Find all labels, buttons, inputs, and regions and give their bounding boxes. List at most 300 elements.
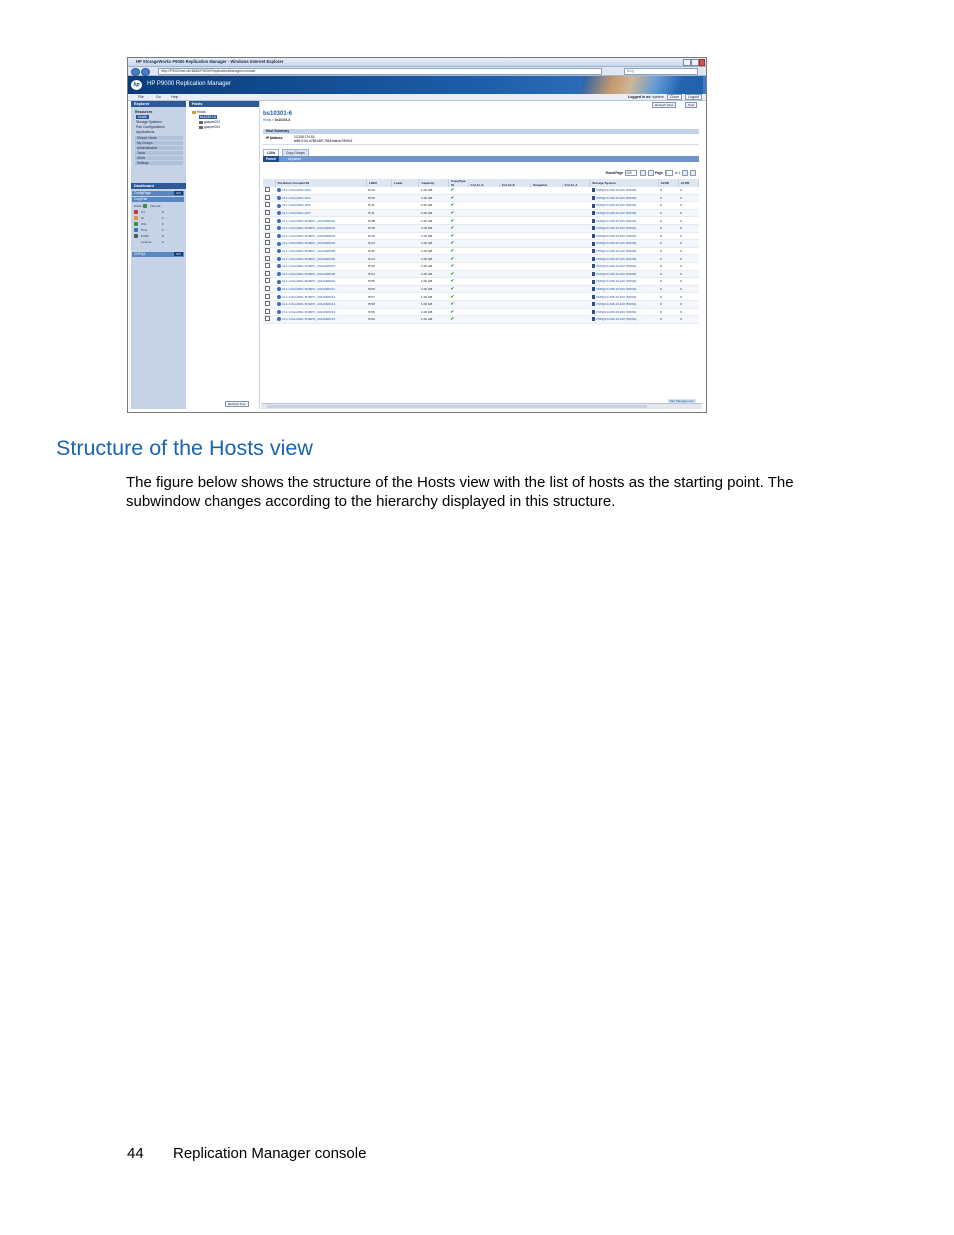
row-select-cell bbox=[263, 285, 275, 293]
lun-link[interactable]: CL1-C/bs10301-5NMPC_20110606/02 bbox=[282, 226, 336, 231]
col-capacity[interactable]: Capacity bbox=[419, 179, 449, 187]
storage-system-link[interactable]: VSP@10.208.15.220 (53030) bbox=[595, 226, 637, 231]
lun-cell bbox=[275, 217, 366, 225]
clpr-cell: 0 bbox=[678, 285, 698, 293]
si-cell bbox=[448, 255, 468, 263]
slpr-cell: 0 bbox=[658, 278, 678, 286]
explorer-group-administration[interactable]: Administration bbox=[135, 146, 183, 150]
col-storage-system[interactable]: Storage System bbox=[590, 179, 658, 187]
host-icon bbox=[199, 126, 203, 129]
cnt-ac-a-cell bbox=[468, 278, 499, 286]
subtab-paired[interactable]: Paired bbox=[263, 156, 279, 162]
storage-system-link[interactable]: VSP@10.208.15.220 (53030) bbox=[595, 302, 637, 307]
lun-cell bbox=[275, 240, 366, 248]
storage-icon bbox=[592, 302, 595, 306]
tree-node-label: gasper004 bbox=[204, 125, 221, 129]
ldev-cell: B:00 bbox=[366, 194, 391, 202]
lun-table-body bbox=[263, 187, 699, 323]
dashboard-row-value: 0 bbox=[161, 210, 164, 214]
maximize-icon[interactable] bbox=[691, 59, 699, 66]
ip-address-value: 10.208.174.53 bbox=[294, 135, 315, 139]
host-title: bs10301-6 bbox=[263, 111, 293, 117]
breadcrumb-separator: > bbox=[271, 118, 275, 122]
si-cell bbox=[448, 285, 468, 293]
lun-icon bbox=[277, 295, 281, 299]
back-icon[interactable] bbox=[131, 68, 140, 76]
storage-icon bbox=[592, 249, 595, 253]
row-checkbox[interactable] bbox=[265, 240, 270, 245]
ldev-cell: B:55 bbox=[366, 278, 391, 286]
cnt-ac-j-cell bbox=[562, 316, 590, 324]
check-icon: ✔ bbox=[450, 194, 455, 200]
browser-title: HP StorageWorks P9000 Replication Manager - Windows Internet Explorer bbox=[136, 59, 284, 64]
browser-address-bar bbox=[128, 67, 706, 76]
slpr-cell: 0 bbox=[658, 187, 678, 194]
explorer-group-tasks[interactable]: Tasks bbox=[135, 151, 183, 155]
check-icon: ✔ bbox=[450, 308, 455, 314]
storage-system-link[interactable]: VSP@10.208.15.220 (53030) bbox=[595, 279, 637, 284]
storage-system-link[interactable]: VSP@10.208.15.220 (53030) bbox=[595, 248, 637, 253]
ldev-cell: B:00 bbox=[366, 187, 391, 194]
go-button[interactable]: GO bbox=[174, 252, 183, 256]
lun-link[interactable]: CL1-C/bs10301-6/01 bbox=[282, 195, 311, 200]
storage-icon bbox=[592, 280, 595, 284]
slpr-cell: 0 bbox=[658, 262, 678, 270]
table-row[interactable] bbox=[263, 316, 699, 324]
explorer-group-shared-views[interactable]: Shared Views bbox=[135, 136, 183, 140]
close-button[interactable]: Close bbox=[667, 94, 682, 100]
lun-link[interactable]: CL1-C/bs10301-5NMPC_20110606/01 bbox=[282, 218, 336, 223]
row-select-cell bbox=[263, 194, 275, 202]
dashboard-row-value: 0 bbox=[161, 234, 164, 238]
logout-button[interactable]: Logout bbox=[685, 94, 702, 100]
col-ldev[interactable]: LDEV bbox=[366, 179, 391, 187]
lun-cell bbox=[275, 209, 366, 217]
breadcrumb-current: bs10301-6 bbox=[274, 118, 291, 122]
cnt-ac-j-cell bbox=[562, 202, 590, 210]
row-select-cell bbox=[263, 293, 275, 301]
close-icon[interactable] bbox=[699, 59, 705, 66]
lun-link[interactable]: CL1-C/bs10301-5NMPC_20110606/11 bbox=[282, 286, 335, 291]
row-checkbox[interactable] bbox=[265, 218, 270, 223]
check-icon: ✔ bbox=[450, 187, 455, 193]
status-icon bbox=[134, 228, 138, 232]
col-clpr[interactable]: CLPR bbox=[678, 179, 698, 187]
dashboard-row bbox=[134, 228, 163, 232]
dashboard-row bbox=[134, 210, 163, 214]
storage-system-link[interactable]: VSP@10.208.15.220 (53030) bbox=[595, 195, 637, 200]
tree-node-host[interactable] bbox=[199, 125, 220, 129]
snapshot-cell bbox=[531, 194, 562, 202]
menu-file[interactable]: File bbox=[138, 95, 144, 99]
label-cell bbox=[392, 300, 419, 308]
col-cnt-ac-a[interactable]: Cnt Ac-A bbox=[468, 183, 499, 187]
mode-value: Normal bbox=[150, 204, 161, 208]
table-row[interactable] bbox=[263, 194, 699, 202]
storage-system-link[interactable]: VSP@10.208.15.220 (53030) bbox=[595, 264, 637, 269]
explorer-item-applications[interactable]: Applications bbox=[136, 130, 155, 134]
slpr-cell: 0 bbox=[658, 316, 678, 324]
row-checkbox[interactable] bbox=[265, 316, 270, 321]
storage-icon bbox=[592, 287, 595, 291]
storage-system-link[interactable]: VSP@10.208.15.220 (53030) bbox=[595, 286, 637, 291]
body-paragraph: The figure below shows the structure of the Hosts view with the list of hosts as the starting point. The subwindow changes according to the hierarchy displayed in this structure. bbox=[126, 474, 794, 510]
ip-address-value-v6: fe80:0:0:0:d786:b8f7:7564:fafa:ac78%%1 bbox=[294, 139, 353, 143]
lun-table bbox=[263, 179, 699, 324]
storage-icon bbox=[592, 234, 595, 238]
storage-icon bbox=[592, 295, 595, 299]
dashboard-bar-copypair bbox=[132, 197, 184, 202]
explorer-group-my-groups[interactable]: My Groups bbox=[135, 141, 183, 145]
slpr-cell: 0 bbox=[658, 300, 678, 308]
explorer-group-alerts[interactable]: Alerts bbox=[135, 156, 183, 160]
storage-system-link[interactable]: VSP@10.208.15.220 (53030) bbox=[595, 218, 637, 223]
cnt-ac-j-cell bbox=[562, 293, 590, 301]
last-page-icon[interactable] bbox=[690, 170, 696, 176]
table-row[interactable] bbox=[263, 224, 699, 232]
lun-cell bbox=[275, 232, 366, 240]
label-cell bbox=[392, 293, 419, 301]
resources-label[interactable]: Resources bbox=[135, 110, 153, 114]
table-row[interactable] bbox=[263, 232, 699, 240]
cnt-ac-j-cell bbox=[562, 224, 590, 232]
banner-swirl-graphic bbox=[583, 76, 703, 94]
table-row[interactable] bbox=[263, 240, 699, 248]
subtab-unpaired[interactable]: Unpaired bbox=[288, 157, 301, 161]
clpr-cell: 0 bbox=[678, 278, 698, 286]
storage-system-cell bbox=[590, 202, 658, 210]
row-checkbox[interactable] bbox=[265, 195, 270, 200]
refresh-view-button[interactable]: Refresh View bbox=[652, 102, 676, 108]
storage-system-cell bbox=[590, 240, 658, 248]
snapshot-cell bbox=[531, 187, 562, 194]
si-cell bbox=[448, 232, 468, 240]
table-row[interactable] bbox=[263, 285, 699, 293]
cnt-ac-a-cell bbox=[468, 262, 499, 270]
cnt-ac-a-cell bbox=[468, 270, 499, 278]
lun-link[interactable]: CL1-C/bs10301-6/00 bbox=[282, 188, 311, 193]
lun-link[interactable]: CL1-C/bs10301-5NMPC_20110606/03 bbox=[282, 233, 336, 238]
si-cell bbox=[448, 278, 468, 286]
label-cell bbox=[392, 240, 419, 248]
forward-icon[interactable] bbox=[141, 68, 150, 76]
storage-icon bbox=[592, 188, 595, 192]
normal-icon bbox=[143, 204, 147, 208]
ldev-cell: B:30 bbox=[366, 232, 391, 240]
lun-link[interactable]: CL1-C/bs10301-5NMPC_20110606/10 bbox=[282, 279, 336, 284]
storage-system-cell bbox=[590, 217, 658, 225]
lun-icon bbox=[277, 196, 281, 200]
row-checkbox[interactable] bbox=[265, 294, 270, 299]
help-button[interactable]: Help bbox=[685, 102, 697, 108]
clpr-cell: 0 bbox=[678, 202, 698, 210]
app-name: HP P9000 Replication Manager bbox=[147, 81, 231, 87]
slpr-cell: 0 bbox=[658, 194, 678, 202]
col-cnt-ac-j[interactable]: Cnt Ac-J bbox=[562, 183, 590, 187]
capacity-cell: 1.00 GB bbox=[419, 285, 449, 293]
clpr-cell: 0 bbox=[678, 262, 698, 270]
prev-page-icon[interactable] bbox=[648, 170, 654, 176]
row-select-cell bbox=[263, 187, 275, 194]
si-cell bbox=[448, 316, 468, 324]
cnt-ac-j-cell bbox=[562, 270, 590, 278]
cnt-ac-j-cell bbox=[562, 247, 590, 255]
pair-management-link[interactable]: Pair Management bbox=[669, 399, 694, 403]
dashboard-row-label: CT bbox=[140, 210, 145, 214]
table-row[interactable] bbox=[263, 247, 699, 255]
row-select-cell bbox=[263, 247, 275, 255]
storage-system-cell bbox=[590, 293, 658, 301]
slpr-cell: 0 bbox=[658, 240, 678, 248]
row-checkbox[interactable] bbox=[265, 233, 270, 238]
host-icon bbox=[199, 121, 203, 124]
explorer-item-storage-systems[interactable]: Storage Systems bbox=[136, 120, 162, 124]
tab-luns[interactable]: LUNs bbox=[263, 149, 279, 156]
mode-label: Mode: bbox=[134, 204, 143, 208]
cnt-ac-j-cell bbox=[562, 232, 590, 240]
section-heading: Structure of the Hosts view bbox=[56, 436, 313, 460]
cnt-ac-a-cell bbox=[468, 209, 499, 217]
lun-cell bbox=[275, 247, 366, 255]
capacity-cell: 1.00 GB bbox=[419, 308, 449, 316]
storage-system-cell bbox=[590, 300, 658, 308]
label-cell bbox=[392, 217, 419, 225]
lun-link[interactable]: CL1-C/bs10301-5NMPC_20110606/15 bbox=[282, 317, 336, 322]
horizontal-scrollbar[interactable] bbox=[261, 403, 702, 409]
explorer-item-hosts[interactable]: Hosts bbox=[138, 115, 147, 119]
storage-icon bbox=[592, 317, 595, 321]
clpr-cell: 0 bbox=[678, 255, 698, 263]
menu-help[interactable]: Help bbox=[171, 95, 179, 99]
tree-node-host[interactable] bbox=[199, 120, 220, 124]
capacity-cell: 1.00 GB bbox=[419, 209, 449, 217]
clpr-cell: 0 bbox=[678, 247, 698, 255]
dashboard-row-value: 0 bbox=[161, 240, 164, 244]
url-input[interactable]: http://P9000/bsf.db/3666/P9000/ReplicationManager/console bbox=[158, 68, 602, 75]
row-select-cell bbox=[263, 262, 275, 270]
storage-system-link[interactable]: VSP@10.208.15.220 (53030) bbox=[595, 233, 637, 238]
col-snapshot[interactable]: Snapshot bbox=[531, 183, 562, 187]
capacity-cell: 1.00 GB bbox=[419, 187, 449, 194]
col-lun[interactable]: Port/Host Group/LUN bbox=[275, 179, 366, 187]
breadcrumb-hosts-link[interactable]: Hosts bbox=[263, 118, 272, 122]
host-tree-pane bbox=[189, 101, 260, 409]
explorer-item-pair-configurations[interactable]: Pair Configurations bbox=[136, 125, 165, 129]
table-row[interactable] bbox=[263, 187, 699, 194]
storage-system-link[interactable]: VSP@10.208.15.220 (53030) bbox=[595, 188, 637, 193]
label-cell bbox=[392, 262, 419, 270]
dashboard-row-label: PoLB bbox=[140, 234, 149, 238]
table-row[interactable] bbox=[263, 202, 699, 210]
cnt-ac-a-cell bbox=[468, 255, 499, 263]
page-input[interactable]: 1 bbox=[665, 170, 673, 176]
lun-cell bbox=[275, 187, 366, 194]
row-checkbox[interactable] bbox=[265, 309, 270, 314]
tree-root-hosts[interactable] bbox=[192, 110, 206, 114]
folder-icon bbox=[192, 111, 196, 114]
tree-node-label: gasper002 bbox=[204, 120, 221, 124]
table-row[interactable] bbox=[263, 270, 699, 278]
explorer-group-settings[interactable]: Settings bbox=[135, 161, 183, 165]
dashboard-row bbox=[134, 216, 163, 220]
row-checkbox[interactable] bbox=[265, 263, 270, 268]
row-checkbox[interactable] bbox=[265, 225, 270, 230]
storage-system-link[interactable]: VSP@10.208.15.220 (53030) bbox=[595, 256, 637, 261]
subtab-bar bbox=[263, 156, 699, 162]
clpr-cell: 0 bbox=[678, 224, 698, 232]
host-summary-header: Host Summary bbox=[263, 129, 699, 134]
row-checkbox[interactable] bbox=[265, 202, 270, 207]
capacity-cell: 1.00 GB bbox=[419, 232, 449, 240]
snapshot-cell bbox=[531, 240, 562, 248]
check-icon: ✔ bbox=[450, 293, 455, 299]
lun-link[interactable]: CL1-C/bs10301-5NMPC_20110606/12 bbox=[282, 294, 336, 299]
lun-link[interactable]: CL1-C/bs10301-5NMPC_20110606/08 bbox=[282, 271, 336, 276]
row-select-cell bbox=[263, 217, 275, 225]
table-row[interactable] bbox=[263, 217, 699, 225]
lun-cell bbox=[275, 262, 366, 270]
capacity-cell: 1.00 GB bbox=[419, 217, 449, 225]
table-row[interactable] bbox=[263, 308, 699, 316]
go-button[interactable]: GO bbox=[174, 191, 183, 195]
label-cell bbox=[392, 202, 419, 210]
scrollbar-thumb[interactable] bbox=[267, 405, 647, 408]
dashboard-row-label: SI bbox=[140, 216, 144, 220]
rows-per-page-select[interactable]: 100 bbox=[625, 170, 637, 176]
cnt-ac-s-cell bbox=[499, 209, 530, 217]
status-icon bbox=[134, 210, 138, 214]
clpr-cell: 0 bbox=[678, 209, 698, 217]
table-row[interactable] bbox=[263, 209, 699, 217]
col-label[interactable]: Label bbox=[392, 179, 419, 187]
lun-link[interactable]: CL1-C/bs10301-5NMPC_20110606/04 bbox=[282, 241, 336, 246]
row-checkbox[interactable] bbox=[265, 256, 270, 261]
col-si[interactable]: SI bbox=[448, 183, 468, 187]
row-checkbox[interactable] bbox=[265, 210, 270, 215]
lun-cell bbox=[275, 285, 366, 293]
table-row[interactable] bbox=[263, 262, 699, 270]
menu-go[interactable]: Go bbox=[156, 95, 161, 99]
storage-system-link[interactable]: VSP@10.208.15.220 (53030) bbox=[595, 309, 637, 314]
storage-icon bbox=[592, 196, 595, 200]
si-cell bbox=[448, 187, 468, 194]
row-checkbox[interactable] bbox=[265, 286, 270, 291]
cnt-ac-s-cell bbox=[499, 316, 530, 324]
storage-system-link[interactable]: VSP@10.208.15.220 (53030) bbox=[595, 317, 637, 322]
next-page-icon[interactable] bbox=[682, 170, 688, 176]
cnt-ac-s-cell bbox=[499, 194, 530, 202]
dashboard-bar-cdpqa bbox=[132, 252, 184, 257]
lun-icon bbox=[277, 226, 281, 230]
snapshot-cell bbox=[531, 247, 562, 255]
lun-cell bbox=[275, 293, 366, 301]
row-checkbox[interactable] bbox=[265, 187, 270, 192]
storage-system-cell bbox=[590, 308, 658, 316]
storage-icon bbox=[592, 211, 595, 215]
storage-system-link[interactable]: VSP@10.208.15.220 (53030) bbox=[595, 294, 637, 299]
search-input[interactable]: Bing bbox=[624, 68, 698, 75]
storage-icon bbox=[592, 219, 595, 223]
page-label: Page bbox=[654, 170, 663, 175]
cnt-ac-j-cell bbox=[562, 300, 590, 308]
dashboard-row-value: 0 bbox=[161, 216, 164, 220]
slpr-cell: 0 bbox=[658, 293, 678, 301]
select-all-header bbox=[263, 179, 275, 187]
si-cell bbox=[448, 194, 468, 202]
col-slpr[interactable]: SLPR bbox=[658, 179, 678, 187]
minimize-icon[interactable] bbox=[683, 59, 691, 66]
storage-icon bbox=[592, 242, 595, 246]
row-checkbox[interactable] bbox=[265, 278, 270, 283]
table-row[interactable] bbox=[263, 255, 699, 263]
lun-cell bbox=[275, 308, 366, 316]
slpr-cell: 0 bbox=[658, 202, 678, 210]
storage-system-link[interactable]: VSP@10.208.15.220 (53030) bbox=[595, 241, 637, 246]
slpr-cell: 0 bbox=[658, 285, 678, 293]
snapshot-cell bbox=[531, 202, 562, 210]
lun-link[interactable]: CL1-C/bs10301-5NMPC_20110606/05 bbox=[282, 248, 336, 253]
lun-link[interactable]: CL1-C/bs10301-5NMPC_20110606/14 bbox=[282, 309, 336, 314]
snapshot-cell bbox=[531, 224, 562, 232]
dashboard-bar-configpage bbox=[132, 191, 184, 196]
storage-system-link[interactable]: VSP@10.208.15.220 (53030) bbox=[595, 210, 637, 215]
snapshot-cell bbox=[531, 270, 562, 278]
storage-icon bbox=[592, 310, 595, 314]
si-cell bbox=[448, 209, 468, 217]
label-cell bbox=[392, 247, 419, 255]
lun-link[interactable]: CL1-C/bs10301-6/07 bbox=[282, 210, 311, 215]
cnt-ac-j-cell bbox=[562, 187, 590, 194]
breadcrumb bbox=[263, 118, 290, 122]
lun-link[interactable]: CL1-C/bs10301-5NMPC_20110606/06 bbox=[282, 256, 336, 261]
table-row[interactable] bbox=[263, 278, 699, 286]
label-cell bbox=[392, 316, 419, 324]
col-cnt-ac-s[interactable]: Cnt Ac-S bbox=[499, 183, 530, 187]
embedded-screenshot bbox=[127, 57, 707, 413]
row-checkbox[interactable] bbox=[265, 248, 270, 253]
cnt-ac-a-cell bbox=[468, 247, 499, 255]
refresh-tree-button[interactable]: Refresh Tree bbox=[225, 401, 249, 407]
table-row[interactable] bbox=[263, 293, 699, 301]
lun-icon bbox=[277, 242, 281, 246]
row-select-cell bbox=[263, 316, 275, 324]
snapshot-cell bbox=[531, 209, 562, 217]
check-icon: ✔ bbox=[450, 286, 455, 292]
slpr-cell: 0 bbox=[658, 270, 678, 278]
ldev-cell: B:59 bbox=[366, 308, 391, 316]
tab-copy-groups[interactable]: Copy Groups bbox=[282, 149, 309, 156]
dashboard-row bbox=[134, 234, 163, 238]
page-footer bbox=[127, 1145, 366, 1162]
row-checkbox[interactable] bbox=[265, 301, 270, 306]
si-cell bbox=[448, 202, 468, 210]
tree-node-host[interactable]: bs10301-6 bbox=[200, 115, 217, 119]
lun-icon bbox=[277, 264, 281, 268]
first-page-icon[interactable] bbox=[640, 170, 646, 176]
storage-system-link[interactable]: VSP@10.208.15.220 (53030) bbox=[595, 271, 637, 276]
cnt-ac-a-cell bbox=[468, 293, 499, 301]
row-checkbox[interactable] bbox=[265, 271, 270, 276]
col-copytype: CopyType bbox=[448, 179, 589, 183]
table-row[interactable] bbox=[263, 300, 699, 308]
storage-icon bbox=[592, 257, 595, 261]
lun-link[interactable]: CL1-C/bs10301-5NMPC_20110606/07 bbox=[282, 264, 336, 269]
dashboard-bar-label: CDPQA bbox=[134, 252, 146, 256]
lun-link[interactable]: CL1-C/bs10301-5NMPC_20110606/13 bbox=[282, 302, 336, 307]
cnt-ac-s-cell bbox=[499, 308, 530, 316]
storage-system-link[interactable]: VSP@10.208.15.220 (53030) bbox=[595, 203, 637, 208]
lun-link[interactable]: CL1-C/bs10301-6/05 bbox=[282, 203, 311, 208]
